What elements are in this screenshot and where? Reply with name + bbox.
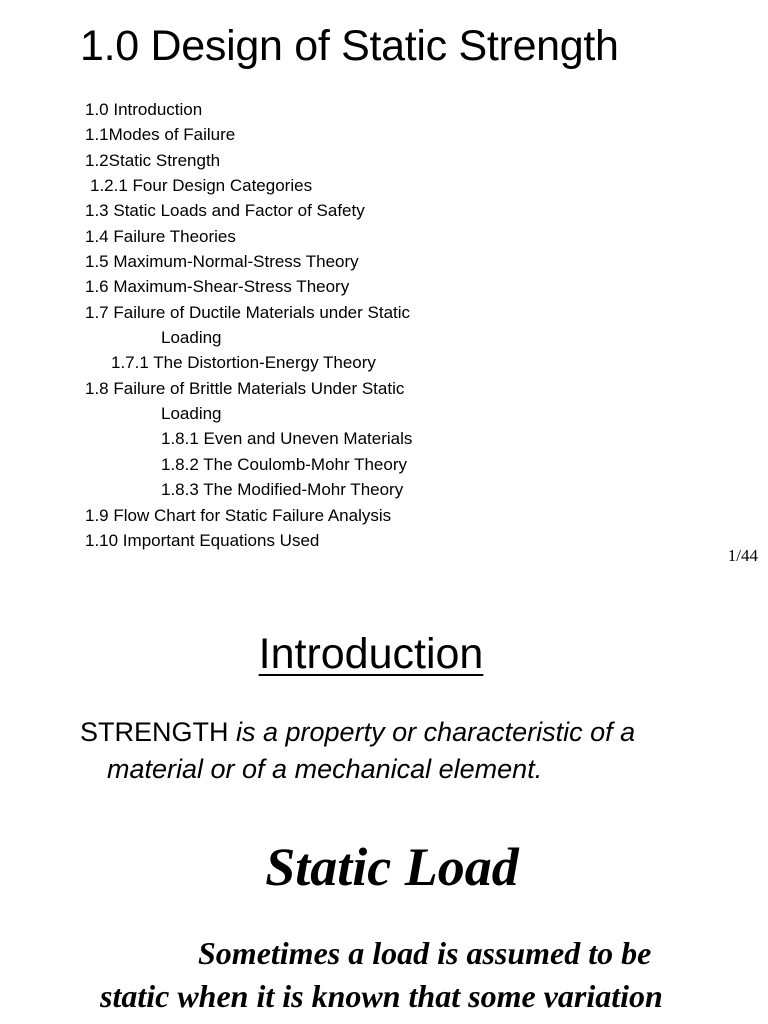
toc-item: 1.6 Maximum-Shear-Stress Theory <box>85 277 350 297</box>
toc-item: 1.8.3 The Modified-Mohr Theory <box>161 480 404 500</box>
page-number: 1/44 <box>727 546 758 565</box>
toc-item: 1.0 Introduction <box>85 100 203 119</box>
section-heading <box>0 630 742 679</box>
table-of-contents <box>85 97 412 553</box>
strength-definition <box>80 714 740 788</box>
body-paragraph <box>100 932 760 1018</box>
toc-item: 1.9 Flow Chart for Static Failure Analysis <box>85 505 392 525</box>
body-line: static when it is known that some variation <box>100 978 663 1014</box>
toc-item-continuation: Loading <box>161 328 222 348</box>
toc-item: 1.10 Important Equations Used <box>85 530 320 550</box>
toc-item: 1.1Modes of Failure <box>85 125 236 145</box>
toc-item: 1.2Static Strength <box>85 150 221 170</box>
toc-item: 1.8 Failure of Brittle Materials Under Static <box>85 378 405 398</box>
toc-item: 1.7.1 The Distortion-Energy Theory <box>111 353 376 373</box>
definition-text: is a property or characteristic of a <box>228 717 636 747</box>
definition-term: STRENGTH <box>80 717 229 747</box>
body-line: Sometimes a load is assumed to be <box>198 935 652 971</box>
toc-item: 1.8.2 The Coulomb-Mohr Theory <box>161 454 407 474</box>
toc-item-continuation: Loading <box>161 404 222 424</box>
toc-item: 1.7 Failure of Ductile Materials under Static <box>85 302 411 322</box>
toc-item: 1.5 Maximum-Normal-Stress Theory <box>85 252 359 272</box>
toc-item: 1.4 Failure Theories <box>85 226 236 246</box>
toc-item: 1.2.1 Four Design Categories <box>90 176 313 196</box>
subheading: Static Load <box>265 837 519 897</box>
section-heading-text: Introduction <box>258 630 484 678</box>
toc-item: 1.8.1 Even and Uneven Materials <box>161 429 413 449</box>
toc-item: 1.3 Static Loads and Factor of Safety <box>85 201 365 221</box>
definition-text-continued: material or of a mechanical element. <box>107 754 543 784</box>
page-title: 1.0 Design of Static Strength <box>80 22 619 70</box>
